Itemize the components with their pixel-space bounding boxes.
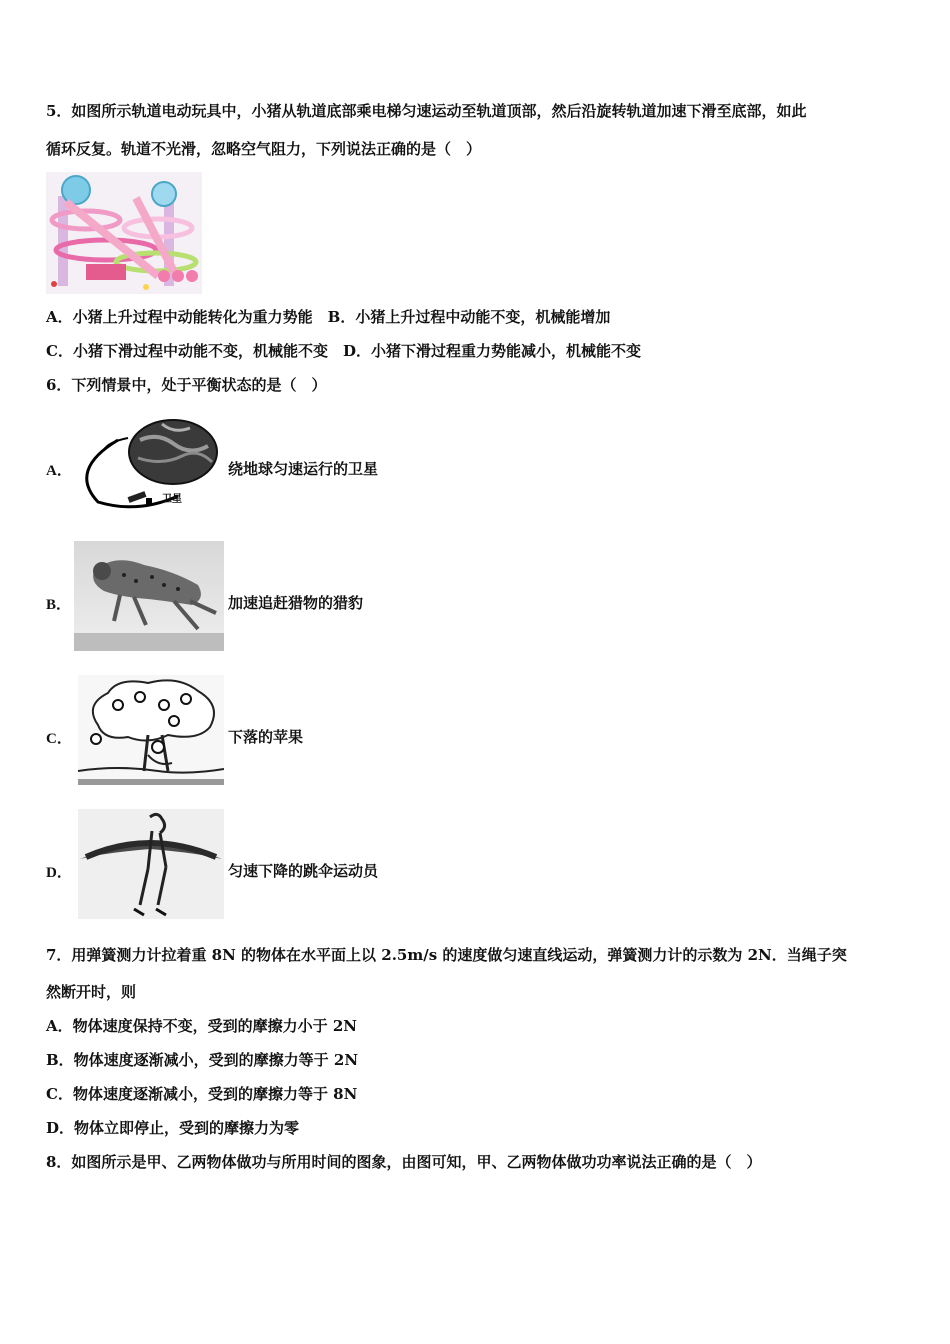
q6-option-d-parachutist-figure (78, 809, 224, 919)
q6-option-b-cheetah-figure (74, 541, 224, 651)
q8-stem: 8．如图所示是甲、乙两物体做功与所用时间的图象，由图可知，甲、乙两物体做功功率说法正确的是（ ） (46, 1153, 762, 1171)
q5-stem-line1: 5．如图所示轨道电动玩具中，小猪从轨道底部乘电梯匀速运动至轨道顶部，然后沿旋转轨道加速下滑至底部，如此 (46, 102, 807, 120)
q6-option-a-text: 绕地球匀速运行的卫星 (228, 460, 379, 478)
q7-stem-line1: 7．用弹簧测力计拉着重 8N 的物体在水平面上以 2.5m/s 的速度做匀速直线运动，弹簧测力计的示数为 2N．当绳子突 (46, 946, 847, 964)
q7-option-c: C．物体速度逐渐减小，受到的摩擦力等于 8N (46, 1085, 358, 1103)
q6-option-a-letter: A． (46, 463, 72, 479)
q6-option-a-satellite-label: 卫星 (162, 494, 182, 505)
q7-option-d: D．物体立即停止，受到的摩擦力为零 (46, 1119, 300, 1137)
q6-option-b-letter: B． (46, 597, 72, 613)
q5-toy-track-figure (46, 172, 202, 294)
q6-option-d-letter: D． (46, 865, 72, 881)
q6-option-d-text: 匀速下降的跳伞运动员 (228, 862, 379, 880)
q6-option-c-text: 下落的苹果 (228, 728, 304, 746)
q7-option-a: A．物体速度保持不变，受到的摩擦力小于 2N (46, 1017, 358, 1035)
q6-option-b-text: 加速追赶猎物的猎豹 (228, 594, 364, 612)
q6-option-a-satellite-figure (78, 410, 224, 514)
q5-options-ab: A．小猪上升过程中动能转化为重力势能 B．小猪上升过程中动能不变，机械能增加 (46, 308, 611, 326)
q7-option-b: B．物体速度逐渐减小，受到的摩擦力等于 2N (46, 1051, 359, 1069)
q7-stem-line2: 然断开时，则 (46, 983, 137, 1001)
q5-stem-line2: 循环反复。轨道不光滑，忽略空气阻力，下列说法正确的是（ ） (46, 140, 482, 158)
q6-stem: 6．下列情景中，处于平衡状态的是（ ） (46, 376, 327, 394)
q5-options-cd: C．小猪下滑过程中动能不变，机械能不变 D．小猪下滑过程重力势能减小，机械能不变 (46, 342, 641, 360)
q6-option-c-letter: C． (46, 731, 72, 747)
q6-option-c-apple-tree-figure (78, 675, 224, 785)
